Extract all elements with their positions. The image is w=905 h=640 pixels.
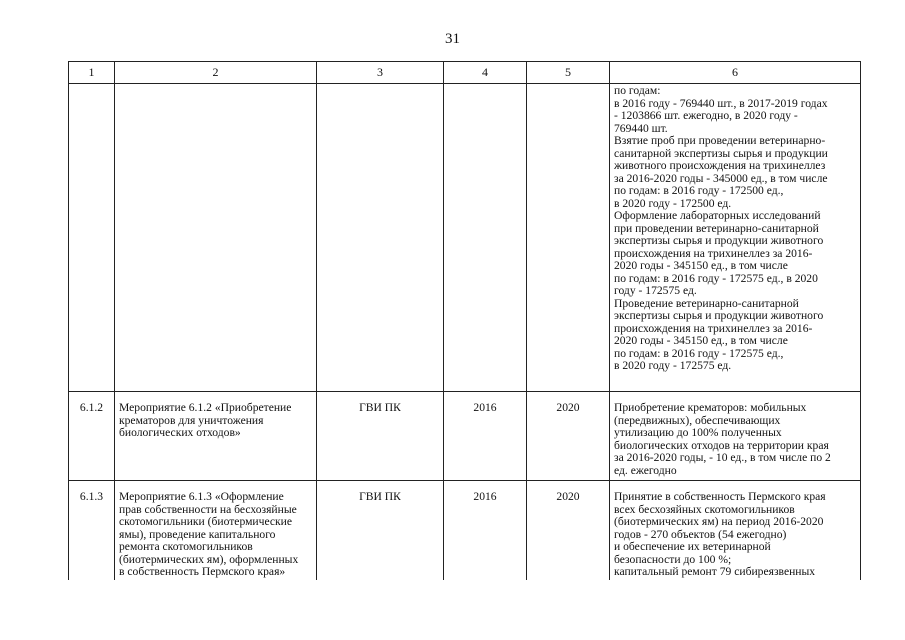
result-line: (передвижных), обеспечивающих [614,413,781,427]
column-header-3: 3 [317,62,444,84]
measure-line: прав собственности на бесхозяйные [119,502,297,516]
result-line: экспертизы сырья и продукции животного [614,234,824,247]
measure-line: Мероприятие 6.1.2 «Приобретение [119,401,292,414]
measure-line: (биотермических ям), оформленных [119,552,299,566]
result-line: за 2016-2020 годы, - 10 ед., в том числе по 2 [614,451,831,464]
column-header-5: 5 [527,62,610,84]
start-year [444,84,527,392]
measure-line: скотомогильники (биотермические [119,515,293,528]
column-header-4: 4 [444,62,527,84]
result-line: ед. ежегодно [614,463,677,477]
table-row-continuation [69,84,861,392]
end-year: 2020 [527,392,610,481]
result-line: безопасности до 100 %; [614,552,732,566]
start-year: 2016 [444,481,527,580]
measure-line: крематоров для уничтожения [119,413,264,427]
result-line: по годам: в 2016 году - 172500 ед., [614,184,784,197]
expected-results [610,392,861,481]
start-year: 2016 [444,392,527,481]
measure-name [115,392,317,481]
result-line: годов - 270 объектов (54 ежегодно) [614,527,787,541]
result-line: Принятие в собственность Пермского края [614,490,826,503]
measure-name [115,481,317,580]
result-line: экспертизы сырья и продукции животного [614,309,824,322]
result-line: всех бесхозяйных скотомогильников [614,502,795,516]
result-line: 2020 годы - 345150 ед., в том числе [614,334,788,347]
result-line: санитарной экспертизы сырья и продукции [614,146,828,160]
result-line: 2020 годы - 345150 ед., в том числе [614,259,788,272]
result-line: в 2020 году - 172575 ед. [614,359,732,372]
result-line: (биотермических ям) на период 2016-2020 [614,515,824,528]
table-header-row [69,62,861,84]
measure-line: ямы), проведение капитального [119,527,276,541]
result-line: происхождения на трихинеллез за 2016- [614,321,813,335]
result-line: утилизацию до 100% полученных [614,426,782,439]
result-line: 769440 шт. [614,121,668,135]
column-header-2: 2 [115,62,317,84]
column-header-6: 6 [610,62,861,84]
result-line: Оформление лабораторных исследований [614,209,821,222]
result-line: капитальный ремонт 79 сибиреязвенных [614,565,816,578]
measure-name [115,84,317,392]
result-line: животного происхождения на трихинеллез [614,159,826,172]
result-line: в 2020 году - 172500 ед. [614,196,732,210]
end-year: 2020 [527,481,610,580]
row-number: 6.1.2 [69,392,115,481]
expected-results [610,481,861,580]
executor [317,84,444,392]
executor: ГВИ ПК [317,481,444,580]
result-line: в 2016 году - 769440 шт., в 2017-2019 годах [614,96,828,110]
result-line: Проведение ветеринарно-санитарной [614,296,799,310]
result-line: Приобретение крематоров: мобильных [614,401,807,414]
result-line: - 1203866 шт. ежегодно, в 2020 году - [614,109,798,122]
row-number [69,84,115,392]
measure-line: ремонта скотомогильников [119,540,253,553]
page-number: 31 [445,31,460,47]
end-year [527,84,610,392]
row-number: 6.1.3 [69,481,115,580]
measure-line: Мероприятие 6.1.3 «Оформление [119,490,284,503]
table-row-6-1-2 [69,392,861,481]
expected-results [610,84,861,392]
executor: ГВИ ПК [317,392,444,481]
result-line: происхождения на трихинеллез за 2016- [614,246,813,260]
result-line: году - 172575 ед. [614,284,697,297]
result-line: по годам: в 2016 году - 172575 ед., в 2020 [614,271,818,285]
result-line: Взятие проб при проведении ветеринарно- [614,134,826,147]
result-line: биологических отходов на территории края [614,438,829,452]
result-line: по годам: [614,84,661,97]
measure-line: в собственность Пермского края» [119,565,286,578]
column-header-1: 1 [69,62,115,84]
measures-table [68,61,861,580]
result-line: при проведении ветеринарно-санитарной [614,221,819,235]
result-line: и обеспечение их ветеринарной [614,540,771,553]
measure-line: биологических отходов» [119,426,241,439]
result-line: за 2016-2020 годы - 345000 ед., в том числе [614,171,828,185]
result-line: по годам: в 2016 году - 172575 ед., [614,346,784,360]
table-row-6-1-3 [69,481,861,580]
